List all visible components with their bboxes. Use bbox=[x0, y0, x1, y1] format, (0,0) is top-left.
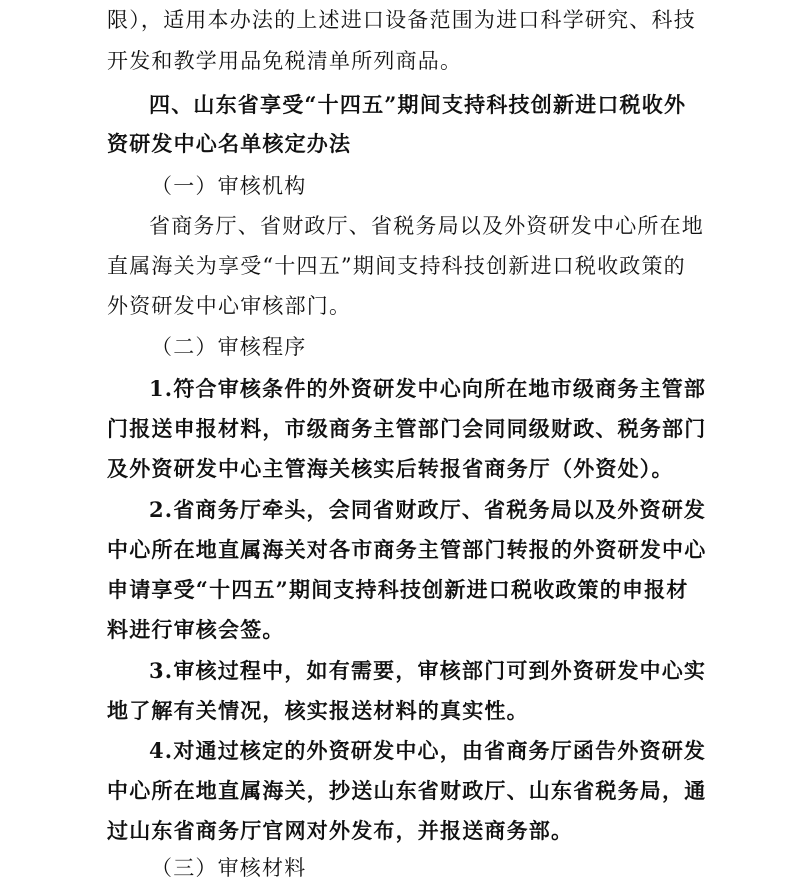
list-item-line: 申请享受“十四五”期间支持科技创新进口税收政策的申报材 bbox=[107, 577, 689, 602]
subsection-heading: （二）审核程序 bbox=[151, 335, 307, 359]
list-item-line: 料进行审核会签。 bbox=[107, 617, 285, 642]
section-heading: 资研发中心名单核定办法 bbox=[107, 131, 352, 156]
body-text-line: 省商务厅、省财政厅、省税务局以及外资研发中心所在地 bbox=[149, 214, 704, 238]
list-item-line: 及外资研发中心主管海关核实后转报省商务厅（外资处）。 bbox=[107, 456, 674, 481]
subsection-heading: （三）审核材料 bbox=[151, 856, 307, 880]
list-item-line: 中心所在地直属海关对各市商务主管部门转报的外资研发中心 bbox=[107, 537, 707, 562]
list-item-line: 过山东省商务厅官网对外发布，并报送商务部。 bbox=[107, 818, 574, 843]
subsection-heading: （一）审核机构 bbox=[151, 174, 307, 198]
body-text-line: 外资研发中心审核部门。 bbox=[107, 294, 352, 318]
body-text-line: 限），适用本办法的上述进口设备范围为进口科学研究、科技 bbox=[107, 8, 696, 32]
list-item-line: 2.省商务厅牵头，会同省财政厅、省税务局以及外资研发 bbox=[149, 497, 707, 522]
body-text-line: 直属海关为享受“十四五”期间支持科技创新进口税收政策的 bbox=[107, 254, 686, 278]
list-item-line: 门报送申报材料，市级商务主管部门会同同级财政、税务部门 bbox=[107, 416, 707, 441]
list-item-line: 3.审核过程中，如有需要，审核部门可到外资研发中心实 bbox=[149, 658, 707, 683]
body-text-line: 开发和教学用品免税清单所列商品。 bbox=[107, 49, 463, 73]
section-heading: 四、山东省享受“十四五”期间支持科技创新进口税收外 bbox=[149, 92, 687, 117]
list-item-line: 1.符合审核条件的外资研发中心向所在地市级商务主管部 bbox=[149, 376, 707, 401]
list-item-line: 地了解有关情况，核实报送材料的真实性。 bbox=[107, 698, 529, 723]
list-item-line: 中心所在地直属海关，抄送山东省财政厅、山东省税务局，通 bbox=[107, 778, 707, 803]
list-item-line: 4.对通过核定的外资研发中心，由省商务厅函告外资研发 bbox=[149, 738, 707, 763]
